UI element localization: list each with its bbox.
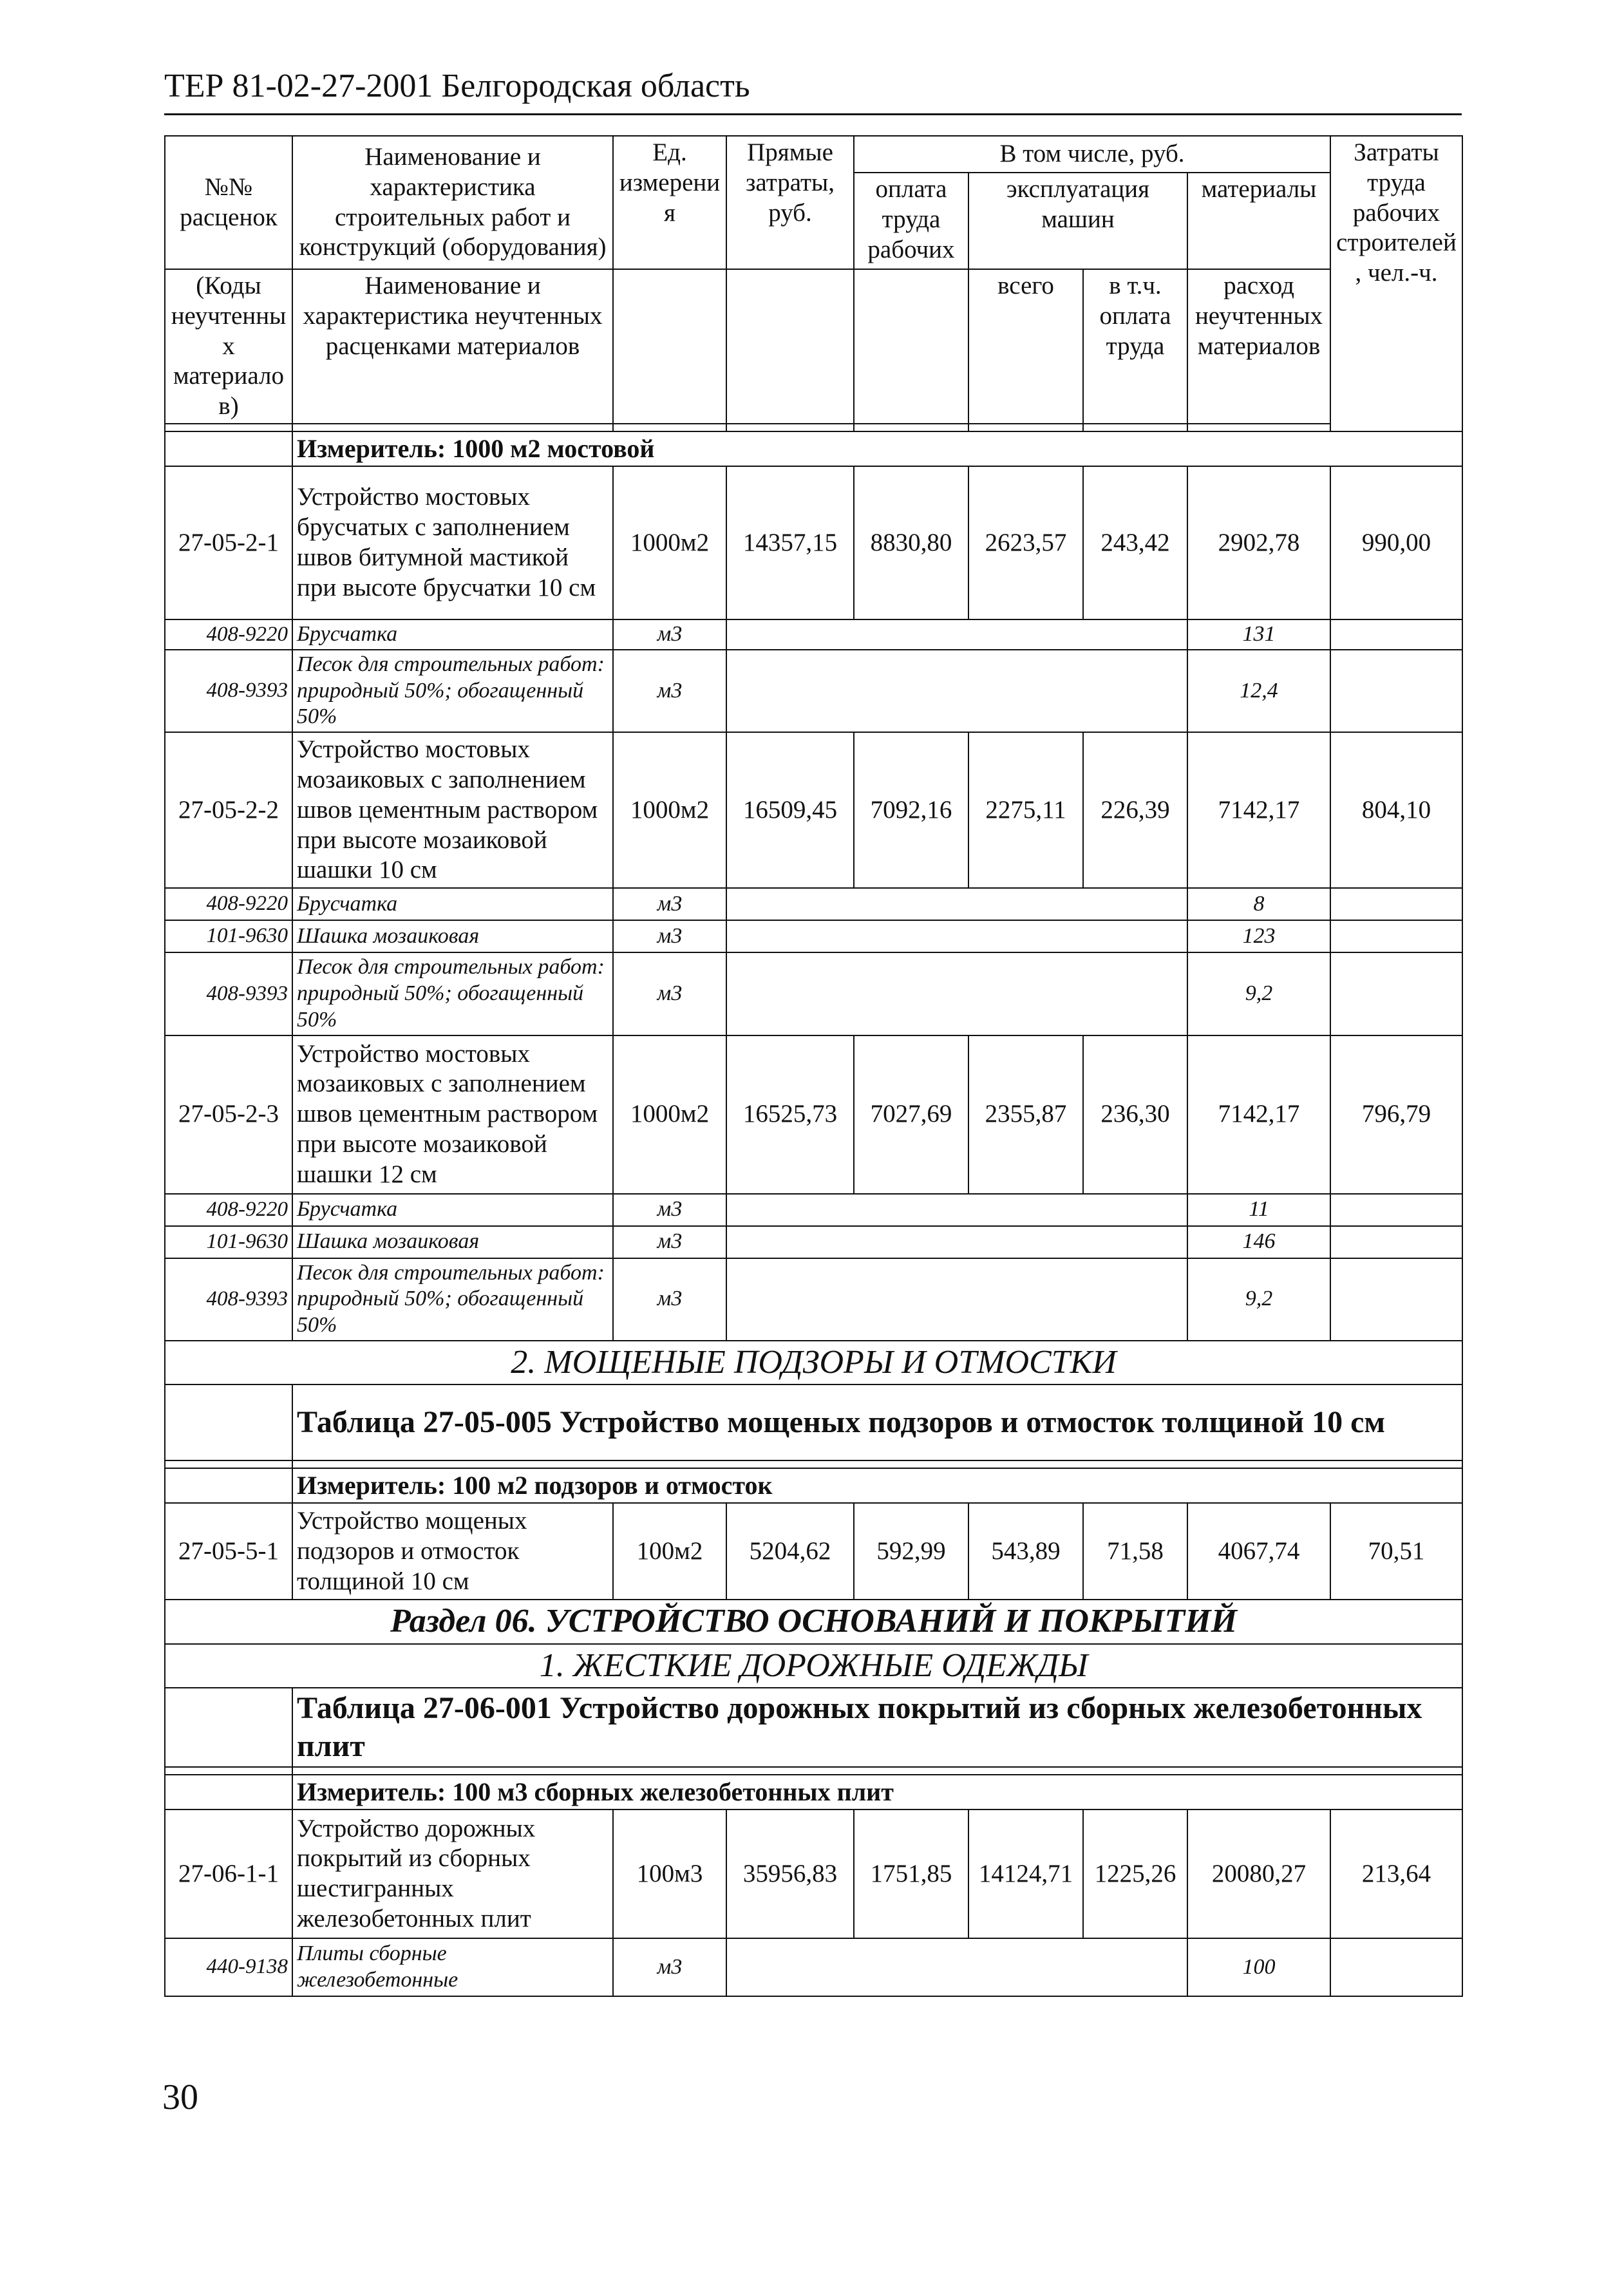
rate-labor-pay: 1751,85 <box>854 1809 968 1938</box>
th-empty <box>613 269 726 424</box>
material-code: 408-9393 <box>165 952 292 1035</box>
rate-name: Устройство мощеных подзоров и отмосток толщиной 10 см <box>292 1503 613 1600</box>
material-name: Брусчатка <box>292 1194 613 1226</box>
rates-table <box>164 135 1463 1997</box>
rate-mach-total: 14124,71 <box>968 1809 1083 1938</box>
rate-labor-pay: 7027,69 <box>854 1035 968 1194</box>
rate-materials: 7142,17 <box>1187 732 1330 888</box>
meter-label: Измеритель: 100 м3 сборных железобетонных плит <box>292 1775 1462 1809</box>
th-direct: Прямые затраты, руб. <box>726 136 854 269</box>
rate-unit: 1000м2 <box>613 732 726 888</box>
rate-name: Устройство дорожных покрытий из сборных шестигранных железобетонных плит <box>292 1809 613 1938</box>
rate-materials: 7142,17 <box>1187 1035 1330 1194</box>
rate-labor-pay: 8830,80 <box>854 466 968 619</box>
material-code: 408-9393 <box>165 1258 292 1341</box>
th-codes: (Коды неучтенных материалов) <box>165 269 292 424</box>
material-qty: 100 <box>1187 1938 1330 1996</box>
rate-code: 27-05-2-2 <box>165 732 292 888</box>
material-unit: м3 <box>613 619 726 650</box>
material-name: Плиты сборные железобетонные <box>292 1938 613 1996</box>
rate-mach-labor: 226,39 <box>1083 732 1187 888</box>
rate-mach-labor: 71,58 <box>1083 1503 1187 1600</box>
rate-labor-hours: 804,10 <box>1330 732 1462 888</box>
rate-unit: 1000м2 <box>613 466 726 619</box>
material-unit: м3 <box>613 1226 726 1258</box>
rate-labor-pay: 7092,16 <box>854 732 968 888</box>
material-name: Брусчатка <box>292 619 613 650</box>
rate-unit: 100м3 <box>613 1809 726 1938</box>
rate-name: Устройство мостовых брусчатых с заполнением швов битумной мастикой при высоте брусчатки 10 см <box>292 466 613 619</box>
rate-labor-hours: 990,00 <box>1330 466 1462 619</box>
rate-mach-labor: 236,30 <box>1083 1035 1187 1194</box>
page-number: 30 <box>162 2077 198 2117</box>
material-name: Брусчатка <box>292 888 613 920</box>
rate-code: 27-05-5-1 <box>165 1503 292 1600</box>
th-incl-labor: в т.ч. оплата труда <box>1083 269 1187 424</box>
rate-labor-hours: 213,64 <box>1330 1809 1462 1938</box>
th-empty <box>854 269 968 424</box>
rate-mach-labor: 1225,26 <box>1083 1809 1187 1938</box>
rate-code: 27-05-2-3 <box>165 1035 292 1194</box>
material-qty: 146 <box>1187 1226 1330 1258</box>
th-unacc-usage: расход неучтенных материалов <box>1187 269 1330 424</box>
material-name: Песок для строительных работ: природный 50%; обогащенный 50% <box>292 650 613 732</box>
rate-code: 27-06-1-1 <box>165 1809 292 1938</box>
th-empty <box>726 269 854 424</box>
th-labor-cost: Затраты труда рабочих строителей, чел.-ч. <box>1330 136 1462 431</box>
material-name: Шашка мозаиковая <box>292 920 613 952</box>
material-code: 101-9630 <box>165 920 292 952</box>
th-labor-pay: оплата труда рабочих <box>854 173 968 269</box>
rate-direct: 5204,62 <box>726 1503 854 1600</box>
material-code: 408-9393 <box>165 650 292 732</box>
material-unit: м3 <box>613 920 726 952</box>
rate-direct: 14357,15 <box>726 466 854 619</box>
rate-code: 27-05-2-1 <box>165 466 292 619</box>
material-code: 440-9138 <box>165 1938 292 1996</box>
material-unit: м3 <box>613 888 726 920</box>
material-code: 408-9220 <box>165 619 292 650</box>
material-qty: 131 <box>1187 619 1330 650</box>
material-name: Песок для строительных работ: природный 50%; обогащенный 50% <box>292 952 613 1035</box>
rate-name: Устройство мостовых мозаиковых с заполнением швов цементным раствором при высоте мозаиковой шашки 12 см <box>292 1035 613 1194</box>
meter-label: Измеритель: 100 м2 подзоров и отмосток <box>292 1468 1462 1503</box>
th-machines: эксплуатация машин <box>968 173 1187 269</box>
rate-labor-hours: 796,79 <box>1330 1035 1462 1194</box>
page-header: ТЕР 81-02-27-2001 Белгородская область <box>164 68 750 104</box>
subsection-heading: 1. ЖЕСТКИЕ ДОРОЖНЫЕ ОДЕЖДЫ <box>165 1644 1462 1688</box>
rate-mach-labor: 243,42 <box>1083 466 1187 619</box>
material-code: 101-9630 <box>165 1226 292 1258</box>
material-unit: м3 <box>613 1938 726 1996</box>
rate-materials: 4067,74 <box>1187 1503 1330 1600</box>
material-unit: м3 <box>613 952 726 1035</box>
material-unit: м3 <box>613 650 726 732</box>
rate-name: Устройство мостовых мозаиковых с заполнением швов цементным раствором при высоте мозаиковой шашки 10 см <box>292 732 613 888</box>
rate-unit: 1000м2 <box>613 1035 726 1194</box>
th-incl: В том числе, руб. <box>854 136 1330 173</box>
section-heading: Раздел 06. УСТРОЙСТВО ОСНОВАНИЙ И ПОКРЫТИЙ <box>165 1600 1462 1643</box>
material-qty: 123 <box>1187 920 1330 952</box>
th-unit: Ед. измерения <box>613 136 726 269</box>
th-rate-no: №№ расценок <box>165 136 292 269</box>
rate-mach-total: 2623,57 <box>968 466 1083 619</box>
rate-labor-hours: 70,51 <box>1330 1503 1462 1600</box>
rate-mach-total: 2275,11 <box>968 732 1083 888</box>
material-qty: 12,4 <box>1187 650 1330 732</box>
material-qty: 9,2 <box>1187 1258 1330 1341</box>
rate-direct: 16525,73 <box>726 1035 854 1194</box>
table-title: Таблица 27-05-005 Устройство мощеных подзоров и отмосток толщиной 10 см <box>292 1384 1462 1460</box>
th-name: Наименование и характеристика строительных работ и конструкций (оборудования) <box>292 136 613 269</box>
material-code: 408-9220 <box>165 1194 292 1226</box>
material-qty: 9,2 <box>1187 952 1330 1035</box>
th-unacc-name: Наименование и характеристика неучтенных расценками материалов <box>292 269 613 424</box>
rate-materials: 20080,27 <box>1187 1809 1330 1938</box>
header-rule <box>164 113 1462 115</box>
rate-labor-pay: 592,99 <box>854 1503 968 1600</box>
rate-mach-total: 2355,87 <box>968 1035 1083 1194</box>
table-title: Таблица 27-06-001 Устройство дорожных покрытий из сборных железобетонных плит <box>292 1688 1462 1767</box>
rate-unit: 100м2 <box>613 1503 726 1600</box>
th-materials: материалы <box>1187 173 1330 269</box>
material-qty: 11 <box>1187 1194 1330 1226</box>
th-total: всего <box>968 269 1083 424</box>
rate-materials: 2902,78 <box>1187 466 1330 619</box>
meter-label: Измеритель: 1000 м2 мостовой <box>292 431 1462 466</box>
rate-direct: 35956,83 <box>726 1809 854 1938</box>
material-code: 408-9220 <box>165 888 292 920</box>
section-heading: 2. МОЩЕНЫЕ ПОДЗОРЫ И ОТМОСТКИ <box>165 1341 1462 1384</box>
material-name: Песок для строительных работ: природный 50%; обогащенный 50% <box>292 1258 613 1341</box>
material-unit: м3 <box>613 1194 726 1226</box>
material-name: Шашка мозаиковая <box>292 1226 613 1258</box>
rate-direct: 16509,45 <box>726 732 854 888</box>
rate-mach-total: 543,89 <box>968 1503 1083 1600</box>
material-unit: м3 <box>613 1258 726 1341</box>
material-qty: 8 <box>1187 888 1330 920</box>
